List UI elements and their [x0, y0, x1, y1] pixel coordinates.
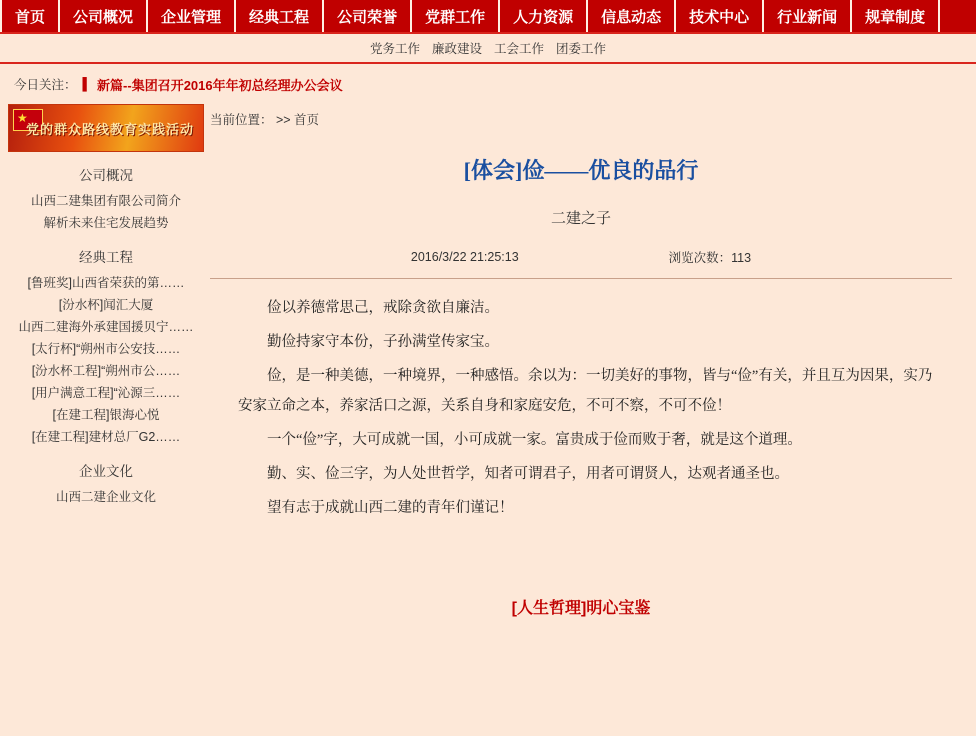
- sidebar-item-company-intro[interactable]: 山西二建集团有限公司简介: [30, 194, 181, 208]
- article-datetime: 2016/3/22 21:25:13: [410, 250, 519, 264]
- page-title: [体会]俭——优良的品行: [463, 158, 699, 183]
- article-body: [210, 293, 952, 523]
- article-paragraph: 俭，是一种美德，一种境界，一种感悟。余以为：一切美好的事物，皆与“俭”有关，并且互为因果，实乃安家立命之本，养家活口之源，关系自身和家庭安危，不可不察，不可不俭！: [238, 368, 933, 414]
- party-campaign-banner-text: 党的群众路线教育实践活动: [25, 122, 194, 137]
- nav-item-company-honors[interactable]: 公司荣誉: [324, 0, 412, 32]
- divider: [210, 278, 952, 279]
- sidebar-item-project-4[interactable]: [太行杯]“朔州市公安技……: [31, 342, 181, 356]
- nav-item-industry-news[interactable]: 行业新闻: [764, 0, 852, 32]
- article-views: 浏览次数：113: [668, 251, 752, 265]
- sidebar-title-corporate-culture: 企业文化: [79, 464, 133, 479]
- sidebar-item-project-1[interactable]: [鲁班奖]山西省荣获的第……: [27, 276, 185, 290]
- article-paragraph: 一个“俭”字，大可成就一国，小可成就一家。富贵成于俭而败于奢，就是这个道理。: [267, 432, 802, 448]
- sidebar-item-project-2[interactable]: [汾水杯]闻汇大厦: [58, 298, 154, 312]
- subnav-item-clean-governance[interactable]: 廉政建设: [431, 42, 482, 56]
- nav-item-news[interactable]: 信息动态: [588, 0, 676, 32]
- subnav-item-youth-league[interactable]: 团委工作: [556, 42, 607, 56]
- today-focus-link[interactable]: 新篇--集团召开2016年年初总经理办公会议: [97, 77, 343, 93]
- article-meta: [210, 248, 952, 266]
- sidebar-item-project-6[interactable]: [用户满意工程]“沁源三……: [31, 386, 181, 400]
- sidebar-item-project-5[interactable]: [汾水杯工程]“朔州市公……: [31, 364, 181, 378]
- sidebar: [0, 104, 204, 508]
- sidebar-item-housing-trend[interactable]: 解析未来住宅发展趋势: [43, 216, 169, 230]
- nav-item-classic-projects[interactable]: 经典工程: [236, 0, 324, 32]
- sidebar-title-company-profile: 公司概况: [79, 168, 133, 183]
- article-paragraph: 望有志于成就山西二建的青年们谨记！: [267, 500, 514, 516]
- main-navigation: [0, 0, 976, 34]
- today-focus-bar: [0, 64, 976, 104]
- article-paragraph: 勤俭持家守本份，子孙满堂传家宝。: [267, 334, 499, 350]
- sidebar-item-project-8[interactable]: [在建工程]建材总厂G2……: [31, 430, 181, 444]
- sub-navigation: [0, 34, 976, 64]
- nav-item-home[interactable]: 首页: [0, 0, 60, 32]
- article-content: [204, 104, 976, 618]
- nav-item-regulations[interactable]: 规章制度: [852, 0, 940, 32]
- nav-item-human-resources[interactable]: 人力资源: [500, 0, 588, 32]
- sidebar-item-culture-1[interactable]: 山西二建企业文化: [55, 490, 156, 504]
- page-layout: [0, 104, 976, 618]
- subnav-item-party-affairs[interactable]: 党务工作: [369, 42, 420, 56]
- sidebar-title-classic-projects: 经典工程: [79, 250, 133, 265]
- article-paragraph: 俭以养德常思己，戒除贪欲自廉洁。: [267, 300, 499, 316]
- sidebar-item-project-7[interactable]: [在建工程]银海心悦: [52, 408, 160, 422]
- nav-item-enterprise-management[interactable]: 企业管理: [148, 0, 236, 32]
- related-article-link[interactable]: [人生哲理]明心宝鉴: [511, 600, 651, 617]
- nav-item-technology-center[interactable]: 技术中心: [676, 0, 764, 32]
- sidebar-section-company-profile: [8, 164, 204, 234]
- today-focus-label: 今日关注：: [14, 78, 77, 92]
- nav-item-company-profile[interactable]: 公司概况: [60, 0, 148, 32]
- nav-item-party-work[interactable]: 党群工作: [412, 0, 500, 32]
- article-author: 二建之子: [550, 210, 611, 227]
- sidebar-section-classic-projects: [8, 246, 204, 448]
- party-campaign-banner[interactable]: [8, 104, 204, 152]
- article-paragraph: 勤、实、俭三字，为人处世哲学，知者可谓君子，用者可谓贤人，达观者通圣也。: [267, 466, 789, 482]
- bullet-icon: ▌: [82, 77, 92, 91]
- breadcrumb: 当前位置： >> 首页: [210, 113, 320, 127]
- subnav-item-union-work[interactable]: 工会工作: [494, 42, 545, 56]
- sidebar-section-corporate-culture: [8, 460, 204, 508]
- sidebar-item-project-3[interactable]: 山西二建海外承建国援贝宁……: [18, 320, 194, 334]
